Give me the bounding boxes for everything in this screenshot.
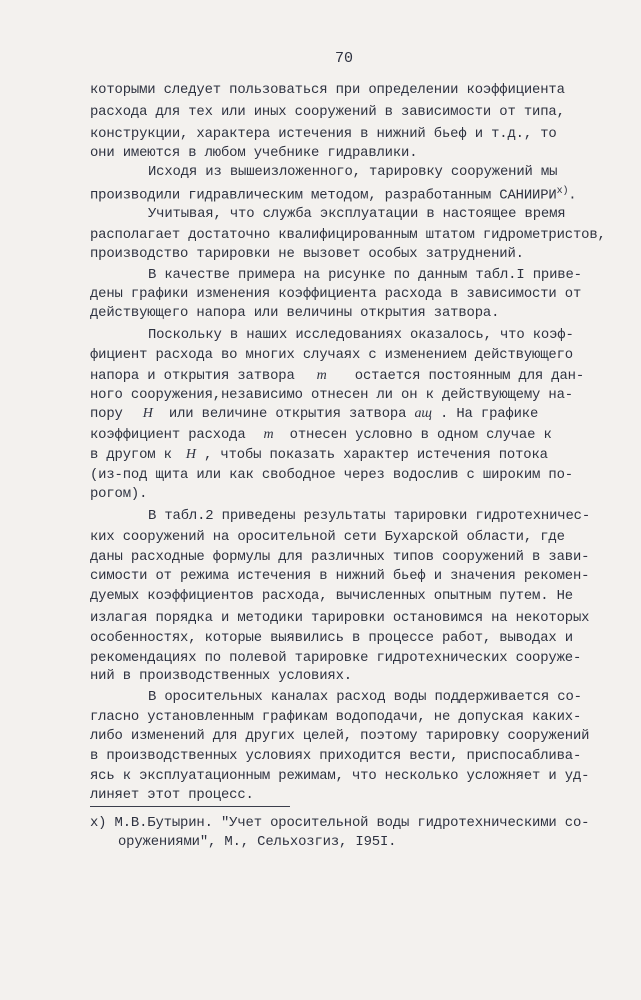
text-line: которыми следует пользоваться при определении коэффициента xyxy=(90,82,565,98)
text-line: конструкции, характера истечения в нижний бьеф и т.д., то xyxy=(90,126,557,142)
text-line: симости от режима истечения в нижний бьеф и значения рекомен- xyxy=(90,568,590,584)
text-line: рогом). xyxy=(90,486,148,502)
text-line: даны расходные формулы для различных типов сооружений в зави- xyxy=(90,549,590,565)
text-line: особенностях, которые выявились в процессе работ, выводах и xyxy=(90,630,573,646)
text-line: дуемых коэффициентов расхода, вычисленных опытным путем. Не xyxy=(90,588,573,604)
text-line: В качестве примера на рисунке по данным табл.I приве- xyxy=(148,267,582,283)
text-line: Поскольку в наших исследованиях оказалось, что коэф- xyxy=(148,327,574,343)
text-line: дены графики изменения коэффициента расхода в зависимости от xyxy=(90,286,582,302)
text-line: ясь к эксплуатационным режимам, что несколько усложняет и уд- xyxy=(90,768,590,784)
text-line: (из-под щита или как свободное через водослив с широким по- xyxy=(90,467,573,483)
text-line: в другом к H , чтобы показать характер истечения потока xyxy=(90,447,548,463)
symbol-H: H xyxy=(185,447,196,462)
text-line: рекомендациях по полевой тарировке гидротехнических сооруже- xyxy=(90,650,582,666)
footnote-line: оружениями", М., Сельхозгиз, I95I. xyxy=(118,834,397,850)
text-line: Исходя из вышеизложенного, тарировку сооружений мы xyxy=(148,164,558,180)
text-line: коэффициент расхода m отнесен условно в одном случае к xyxy=(90,427,552,443)
page-number: 70 xyxy=(335,50,354,67)
text-line: располагает достаточно квалифицированным штатом гидрометристов, xyxy=(90,227,606,243)
footnote-line: х) М.В.Бутырин. "Учет оросительной воды гидротехническими со- xyxy=(90,815,590,831)
text-line: действующего напора или величины открытия затвора. xyxy=(90,305,500,321)
symbol-m: m xyxy=(263,427,274,442)
text-line: в производственных условиях приходится вести, приспосаблива- xyxy=(90,748,582,764)
text-line: пору H или величине открытия затвора aщ . На графике xyxy=(90,406,539,422)
text-line: производство тарировки не вызовет особых затруднений. xyxy=(90,246,524,262)
text-line: ний в производственных условиях. xyxy=(90,668,352,684)
text-line: В табл.2 приведены результаты тарировки гидротехничес- xyxy=(148,508,591,524)
text-line: В оросительных каналах расход воды поддерживается со- xyxy=(148,689,582,705)
text-line: напора и открытия затвора m остается постоянным для дан- xyxy=(90,368,585,384)
text-line: либо изменений для других целей, поэтому тарировку сооружений xyxy=(90,728,590,744)
text-line: излагая порядка и методики тарировки остановимся на некоторых xyxy=(90,610,590,626)
text-line: ного сооружения,независимо отнесен ли он к действующему на- xyxy=(90,387,573,403)
text-line: производили гидравлическим методом, разработанным $САНИИРИ^{х)}$. xyxy=(90,186,577,204)
footnote-divider xyxy=(90,806,290,807)
text-line: фициент расхода во многих случаях с изменением действующего xyxy=(90,347,573,363)
text-line: линяет этот процесс. xyxy=(90,787,254,803)
symbol-H: H xyxy=(142,406,153,421)
symbol-m: m xyxy=(316,368,327,383)
text-line: Учитывая, что служба эксплуатации в настоящее время xyxy=(148,206,566,222)
text-line: ких сооружений на оросительной сети Бухарской области, где xyxy=(90,529,565,545)
symbol-a: aщ xyxy=(414,406,432,421)
text-line: гласно установленным графикам водоподачи, не допуская каких- xyxy=(90,709,582,725)
text-line: расхода для тех или иных сооружений в зависимости от типа, xyxy=(90,104,565,120)
text-line: они имеются в любом учебнике гидравлики. xyxy=(90,145,418,161)
